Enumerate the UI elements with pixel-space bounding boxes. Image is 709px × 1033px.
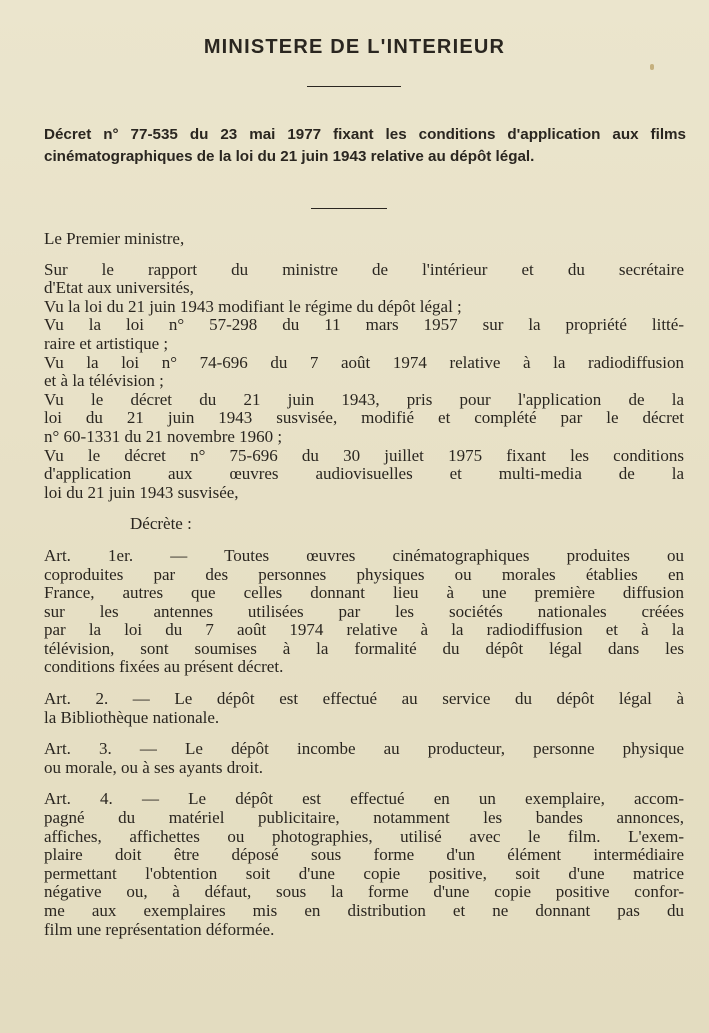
decree-body: [44, 230, 684, 939]
divider-top: [307, 86, 401, 87]
paper-stain: [650, 64, 654, 70]
articles: [44, 547, 684, 939]
text-line: loi du 21 juin 1943 susvisée, modifié et complété par le décret: [44, 408, 684, 428]
preamble-clause: [44, 391, 684, 447]
text-line: négative ou, à défaut, sous la forme d'une copie positive confor-: [44, 882, 684, 902]
decrete-label: Décrète :: [130, 514, 192, 534]
preamble-clause: [44, 298, 684, 317]
text-line: film une représentation déformée.: [44, 919, 275, 939]
text-line: raire et artistique ;: [44, 333, 169, 353]
text-line: Vu la loi du 21 juin 1943 modifiant le régime du dépôt légal ;: [44, 296, 462, 316]
text-line: d'application aux œuvres audiovisuelles et multi-media de la: [44, 464, 684, 484]
preamble: [44, 230, 684, 502]
text-line: Vu le décret n° 75-696 du 30 juillet 1975 fixant les conditions: [44, 445, 684, 465]
text-line: Vu la loi n° 74-696 du 7 août 1974 relative à la radiodiffusion: [44, 352, 684, 372]
text-line: n° 60-1331 du 21 novembre 1960 ;: [44, 426, 283, 446]
article-4: [44, 790, 684, 939]
text-line: Sur le rapport du ministre de l'intérieur et du secrétaire: [44, 259, 684, 279]
ministry-heading: MINISTERE DE L'INTERIEUR: [203, 36, 506, 58]
preamble-opening: Le Premier ministre,: [44, 229, 185, 248]
preamble-clause: [44, 447, 684, 503]
text-line: Vu la loi n° 57-298 du 11 mars 1957 sur la propriété litté-: [44, 315, 684, 335]
text-line: Art. 2. — Le dépôt est effectué au service du dépôt légal à: [44, 689, 684, 709]
text-line: Vu le décret du 21 juin 1943, pris pour l'application de la: [44, 389, 684, 409]
text-line: conditions fixées au présent décret.: [44, 657, 284, 677]
decree-title: Décret n° 77-535 du 23 mai 1977 fixant les conditions d'application aux films cinématographiques de la loi du 21 juin 1943 relative au dépôt légal.: [44, 126, 686, 165]
text-line: par la loi du 7 août 1974 relative à la radiodiffusion et à la: [44, 620, 684, 640]
article-1: [44, 547, 684, 677]
text-line: et à la télévision ;: [44, 371, 164, 391]
text-line: permettant l'obtention soit d'une copie positive, soit d'une matrice: [44, 863, 684, 883]
text-line: télévision, sont soumises à la formalité du dépôt légal dans les: [44, 638, 684, 658]
preamble-clause: [44, 261, 684, 298]
text-line: affiches, affichettes ou photographies, utilisé avec le film. L'exem-: [44, 826, 684, 846]
text-line: plaire doit être déposé sous forme d'un élément intermédiaire: [44, 845, 684, 865]
text-line: coproduites par des personnes physiques ou morales établies en: [44, 564, 684, 584]
text-line: me aux exemplaires mis en distribution et ne donnant pas du: [44, 901, 684, 920]
text-line: Art. 1er. — Toutes œuvres cinématographiques produites ou: [44, 545, 684, 565]
text-line: d'Etat aux universités,: [44, 278, 194, 298]
divider-bottom: [311, 208, 387, 209]
article-2: [44, 690, 684, 727]
text-line: Art. 3. — Le dépôt incombe au producteur, personne physique: [44, 739, 684, 759]
text-line: sur les antennes utilisées par les sociétés nationales créées: [44, 601, 684, 621]
text-line: Art. 4. — Le dépôt est effectué en un exemplaire, accom-: [44, 789, 684, 809]
text-line: France, autres que celles donnant lieu à une première diffusion: [44, 583, 684, 603]
preamble-clause: [44, 354, 684, 391]
text-line: la Bibliothèque nationale.: [44, 707, 220, 727]
preamble-clause: [44, 316, 684, 353]
text-line: ou morale, ou à ses ayants droit.: [44, 757, 264, 777]
text-line: loi du 21 juin 1943 susvisée,: [44, 482, 239, 502]
article-3: [44, 740, 684, 777]
text-line: pagné du matériel publicitaire, notamment les bandes annonces,: [44, 808, 684, 828]
